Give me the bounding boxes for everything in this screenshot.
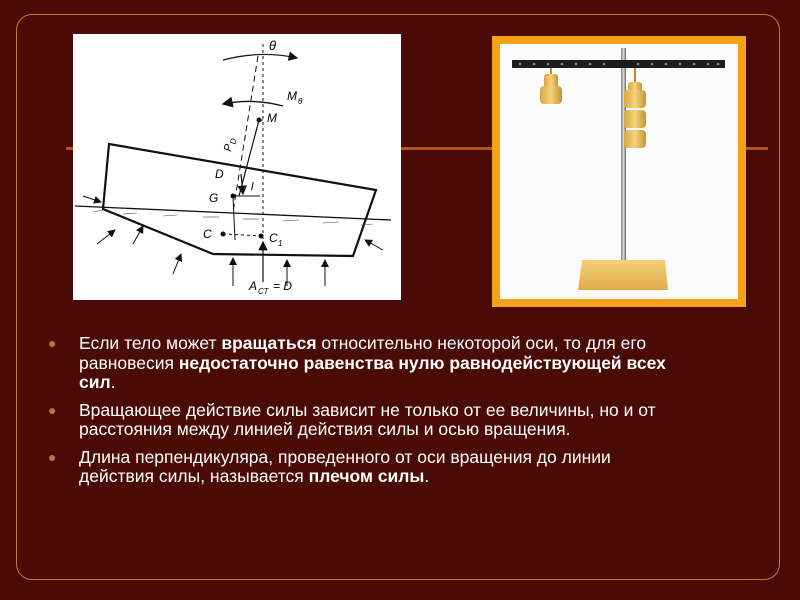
label-moment-sub: θ (298, 97, 303, 106)
bullet-text-bold: недостаточно равенства нулю равнодействующей всех сил (79, 352, 666, 392)
label-c: C (203, 227, 212, 241)
label-displacement: A (249, 279, 258, 293)
divider-line-right (744, 147, 768, 150)
point-c (221, 232, 226, 237)
lever-balance-photo (500, 44, 738, 299)
theta-arc (223, 54, 297, 60)
label-c1-sub: 1 (278, 239, 283, 248)
bullet-item (48, 448, 688, 487)
bullet-text: Длина перпендикуляра, проведенного от оси вращения до линии действия силы, называется (79, 446, 611, 486)
ship-diagram-svg (73, 34, 401, 300)
label-displacement-eq: = D (273, 279, 293, 293)
tilted-centreline (233, 56, 258, 212)
left-weight (540, 86, 562, 104)
bullet-text: относительно некоторой оси, то для его равновесия (79, 333, 647, 373)
bullet-dot-icon: ● (48, 335, 57, 351)
bullet-text: . (424, 466, 430, 486)
label-m: M (267, 111, 277, 125)
point-c1 (259, 234, 264, 239)
stand-base (578, 260, 668, 290)
ship-stability-diagram (73, 34, 401, 300)
stand-rod (621, 48, 626, 264)
moment-arrow (223, 101, 283, 106)
point-g (231, 194, 236, 199)
right-weight-2 (624, 110, 646, 128)
bullet-text: Вращающее действие силы зависит не только от ее величины, но и от расстояния между линией действия силы и осью вращения. (79, 399, 656, 439)
lever-svg (500, 44, 738, 299)
bullet-item (48, 401, 688, 440)
label-theta: θ (269, 38, 277, 53)
point-m (257, 118, 262, 123)
bullet-text: . (110, 372, 116, 392)
bullet-text-bold: вращаться (221, 333, 317, 353)
label-weight: P (222, 143, 236, 153)
bullet-item (48, 334, 688, 393)
bullet-dot-icon: ● (48, 401, 57, 418)
label-d: D (215, 167, 224, 181)
bullet-text-bold: плечом силы (308, 466, 425, 486)
label-g: G (209, 191, 219, 205)
bullet-list (48, 334, 688, 495)
bullet-text: Если тело может (79, 333, 222, 353)
hull-outline (103, 144, 376, 256)
label-displacement-sub: СТ (258, 287, 269, 296)
bullet-dot-icon: ● (48, 448, 57, 465)
right-weight-1 (624, 90, 646, 108)
label-c1: C (269, 231, 278, 245)
label-l: l (251, 181, 254, 193)
right-weight-3 (624, 130, 646, 148)
label-moment: M (287, 89, 297, 103)
label-weight-sub: D (228, 137, 239, 145)
